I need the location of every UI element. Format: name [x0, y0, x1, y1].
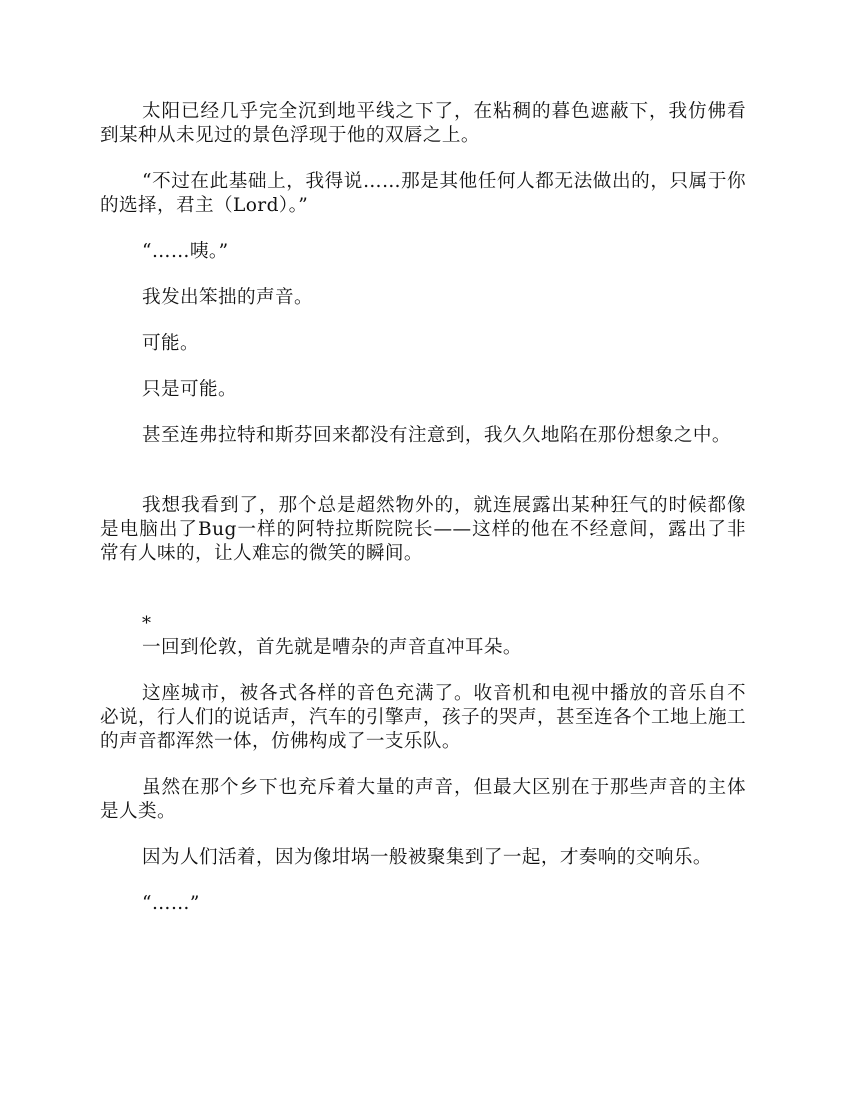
paragraph: 太阳已经几乎完全沉到地平线之下了，在粘稠的暮色遮蔽下，我仿佛看到某种从未见过的景色浮现于他的双唇之上。 — [100, 101, 746, 146]
document-body — [100, 100, 746, 916]
paragraph: 可能。 — [142, 333, 199, 354]
paragraph: 一回到伦敦，首先就是嘈杂的声音直冲耳朵。 — [142, 637, 522, 658]
paragraph: 这座城市，被各式各样的音色充满了。收音机和电视中播放的音乐自不必说，行人们的说话声，汽车的引擎声，孩子的哭声，甚至连各个工地上施工的声音都浑然一体，仿佛构成了一支乐队。 — [100, 683, 746, 752]
dialogue-paragraph: “不过在此基础上，我得说……那是其他任何人都无法做出的，只属于你的选择，君主（Lord）。” — [100, 171, 746, 216]
paragraph: 虽然在那个乡下也充斥着大量的声音，但最大区别在于那些声音的主体是人类。 — [100, 777, 746, 822]
scene-break: * — [142, 613, 151, 634]
paragraph: 因为人们活着，因为像坩埚一般被聚集到了一起，才奏响的交响乐。 — [142, 847, 712, 868]
paragraph: 甚至连弗拉特和斯芬回来都没有注意到，我久久地陷在那份想象之中。 — [142, 425, 731, 446]
paragraph: 只是可能。 — [142, 379, 237, 400]
dialogue-paragraph: “……咦。” — [142, 241, 229, 262]
paragraph: 我发出笨拙的声音。 — [142, 287, 313, 308]
dialogue-paragraph: “……” — [142, 893, 200, 914]
paragraph: 我想我看到了，那个总是超然物外的，就连展露出某种狂气的时候都像是电脑出了Bug一样的阿特拉斯院院长——这样的他在不经意间，露出了非常有人味的，让人难忘的微笑的瞬间。 — [100, 495, 746, 564]
